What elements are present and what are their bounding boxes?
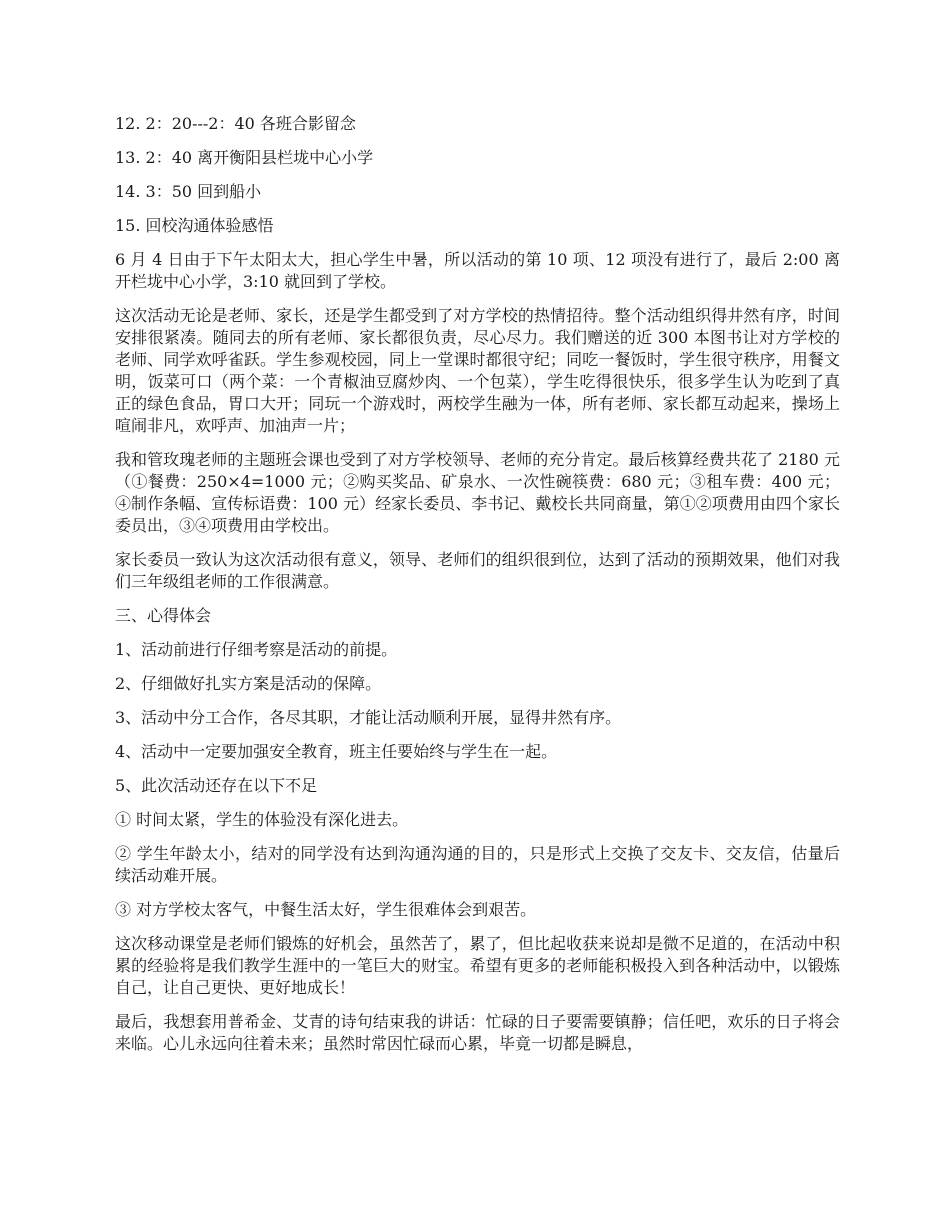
reflection-item-4: 4、活动中一定要加强安全教育，班主任要始终与学生在一起。 [115, 742, 558, 761]
reflection-item-3: 3、活动中分工合作，各尽其职，才能让活动顺利开展，显得井然有序。 [115, 708, 622, 727]
paragraph-expenses: 我和管玫瑰老师的主题班会课也受到了对方学校领导、老师的充分肯定。最后核算经费共花了 2180 元（①餐费：250×4=1000 元；②购买奖品、矿泉水、一次性碗筷费：680 元；③租车费：400 元；④制作条幅、宣传标语费：100 元）经家长委员、李书记、戴校长共同商量，第①②项费用由四个家长委员出，③④项费用由学校出。 [115, 450, 840, 535]
schedule-item-13: 13. 2：40 离开衡阳县栏垅中心小学 [115, 148, 374, 167]
paragraph-june-4: 6 月 4 日由于下午太阳太大，担心学生中暑，所以活动的第 10 项、12 项没有进行了，最后 2:00 离开栏垅中心小学，3:10 就回到了学校。 [115, 250, 840, 291]
schedule-item-12: 12. 2：20---2：40 各班合影留念 [115, 114, 356, 133]
schedule-item-14: 14. 3：50 回到船小 [115, 182, 262, 201]
reflection-item-2: 2、仔细做好扎实方案是活动的保障。 [115, 674, 382, 693]
paragraph-parent-committee: 家长委员一致认为这次活动很有意义，领导、老师们的组织很到位，达到了活动的预期效果，他们对我们三年级组老师的工作很满意。 [115, 550, 840, 591]
reflection-item-1: 1、活动前进行仔细考察是活动的前提。 [115, 640, 398, 659]
paragraph-activity-review: 这次活动无论是老师、家长，还是学生都受到了对方学校的热情招待。整个活动组织得井然有序，时间安排很紧凑。随同去的所有老师、家长都很负责，尽心尽力。我们赠送的近 300 本图书让对方学校的老师、同学欢呼雀跃。学生参观校园，同上一堂课时都很守纪；同吃一餐饭时，学生很守秩序，用餐文明，饭菜可口（两个菜：一个青椒油豆腐炒肉、一个包菜），学生吃得很快乐，很多学生认为吃到了真正的绿色食品，胃口大开；同玩一个游戏时，两校学生融为一体，所有老师、家长都互动起来，操场上喧闹非凡，欢呼声、加油声一片； [115, 306, 840, 435]
paragraph-closing: 最后，我想套用普希金、艾青的诗句结束我的讲话：忙碌的日子要需要镇静；信任吧，欢乐的日子将会来临。心儿永远向往着未来；虽然时常因忙碌而心累，毕竟一切都是瞬息， [115, 1012, 840, 1053]
shortcoming-item-2: ② 学生年龄太小，结对的同学没有达到沟通沟通的目的，只是形式上交换了交友卡、交友信，估量后续活动难开展。 [115, 844, 840, 885]
schedule-item-15: 15. 回校沟通体验感悟 [115, 216, 274, 235]
section-heading-reflections: 三、心得体会 [115, 606, 212, 625]
document-body [115, 113, 840, 1067]
paragraph-mobile-classroom: 这次移动课堂是老师们锻炼的好机会，虽然苦了，累了，但比起收获来说却是微不足道的，在活动中积累的经验将是我们教学生涯中的一笔巨大的财宝。希望有更多的老师能积极投入到各种活动中，以锻炼自己，让自己更快、更好地成长！ [115, 934, 840, 997]
reflection-item-5: 5、此次活动还存在以下不足 [115, 776, 318, 795]
shortcoming-item-3: ③ 对方学校太客气，中餐生活太好，学生很难体会到艰苦。 [115, 900, 537, 919]
shortcoming-item-1: ① 时间太紧，学生的体验没有深化进去。 [115, 810, 409, 829]
